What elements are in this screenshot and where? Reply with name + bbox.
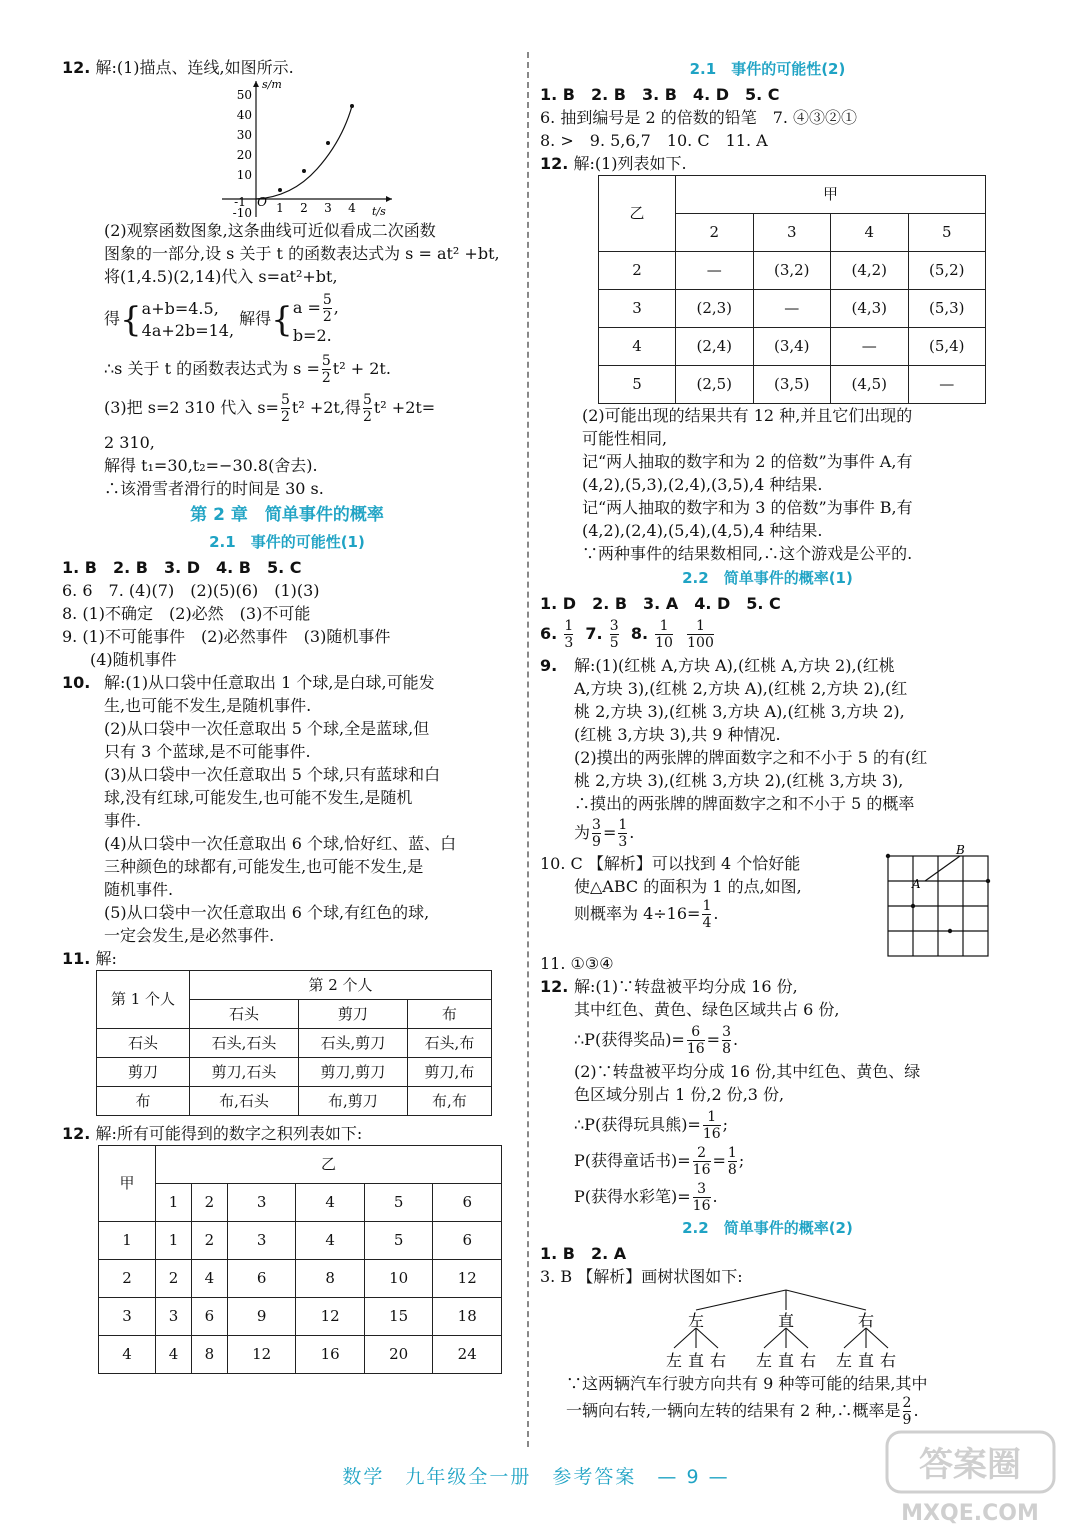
table-cell: (5,2) (908, 252, 986, 290)
table-cell: 石头,布 (407, 1029, 491, 1058)
table-row (99, 1260, 502, 1298)
table-cell: 9 (227, 1298, 296, 1336)
quadratic-graph (222, 79, 402, 219)
answer-text: (红桃 3,方块 3),共 9 种情况. (574, 725, 781, 744)
tree-leaf: 左 (755, 1351, 773, 1370)
equation-system: 得{a+b=4.5, 4a+2b=14, 解得{a = $\frac{5}{2}$ , b=2. (104, 292, 339, 345)
answer-text: 解:(1)列表如下. (573, 154, 687, 173)
answer-line: 6. $\frac{1}{3}$ 7. $\frac{3}{5}$ 8. $\frac{1}{10}$ $\frac{1}{100}$ (540, 618, 714, 651)
answer-text: 解: (95, 949, 117, 968)
segment-ab (925, 856, 960, 881)
table-cell: 石头,石头 (190, 1029, 299, 1058)
answer-line: 6. 6 7. (4)(7) (2)(5)(6) (1)(3) (62, 581, 320, 600)
point-a-label: A (912, 877, 921, 891)
row-header: 4 (99, 1336, 156, 1374)
question-number: 11. (62, 949, 91, 968)
row-header: 4 (599, 328, 676, 366)
row-header: 3 (99, 1298, 156, 1336)
table-row (99, 1336, 502, 1374)
table-cell: (4,5) (831, 366, 909, 404)
row-header: 石头 (97, 1029, 190, 1058)
answer-text: 可能性相同, (582, 429, 668, 448)
answer-text: 桃 2,方块 3),(红桃 3,方块 2),(红桃 3,方块 3), (574, 771, 904, 790)
table-cell: 12 (227, 1336, 296, 1374)
section-title: 2.2 简单事件的概率(1) (682, 569, 853, 587)
table-cell: — (831, 328, 909, 366)
answer-text: (2)从口袋中一次任意取出 5 个球,全是蓝球,但 (104, 719, 430, 738)
answer-line: 8. > 9. 5,6,7 10. C 11. A (540, 131, 768, 150)
left-column (62, 56, 512, 1374)
section-title: 2.1 事件的可能性(2) (689, 60, 846, 78)
table-header: 第 2 个人 (190, 971, 492, 1000)
q10-body (62, 671, 512, 947)
right-column (540, 56, 995, 1428)
table-cell: (4,2) (831, 252, 909, 290)
table-cell: 剪刀,布 (407, 1058, 491, 1087)
tree-leaf: 左 (666, 1351, 683, 1370)
svg-text:MXQE.COM: MXQE.COM (901, 1501, 1039, 1526)
answer-text: 三种颜色的球都有,可能发生,也可能不发生,是 (104, 857, 424, 876)
row-header: 剪刀 (97, 1058, 190, 1087)
answer-text: (2)观察函数图象,这条曲线可近似看成二次函数 (104, 221, 436, 240)
answer-line: 11. ①③④ (540, 954, 614, 973)
row-header: 3 (599, 290, 676, 328)
table-cell: 布,石头 (190, 1087, 299, 1116)
column-header: 3 (753, 214, 831, 252)
q10-block (62, 671, 512, 947)
section-title: 2.1 事件的可能性(1) (209, 533, 365, 551)
data-point (326, 141, 330, 145)
answer-text: 解:所有可能得到的数字之积列表如下: (95, 1124, 363, 1143)
table-cell: (3,4) (753, 328, 831, 366)
point-b-label: B (956, 844, 965, 857)
table-row (97, 1029, 492, 1058)
pairs-table (598, 175, 986, 404)
x-axis-label: t/s (372, 205, 386, 218)
answer-text: 随机事件. (104, 880, 174, 899)
table-cell: (3,2) (753, 252, 831, 290)
table-cell: (5,3) (908, 290, 986, 328)
row-header: 1 (99, 1222, 156, 1260)
table-cell: 4 (191, 1260, 227, 1298)
table-cell: 4 (296, 1222, 365, 1260)
table-header: 甲 (676, 176, 986, 214)
table-row (599, 366, 986, 404)
q10-right-block (540, 844, 995, 952)
table-cell: (2,4) (676, 328, 754, 366)
answer-text: (2)摸出的两张牌的牌面数字之和不小于 5 的有(红 (574, 748, 928, 767)
table-cell: (2,3) (676, 290, 754, 328)
table-row (97, 1058, 492, 1087)
data-point (278, 188, 282, 192)
question-number: 12. (62, 1124, 91, 1143)
table-cell: 2 (156, 1260, 192, 1298)
table-row (99, 1298, 502, 1336)
row-header: 2 (99, 1260, 156, 1298)
table-cell: 3 (156, 1298, 192, 1336)
answer-text: 球,没有红球,可能发生,也可能不发生,是随机 (104, 788, 413, 807)
answer-text: 为 $\frac{3}{9}$ = $\frac{1}{3}$ . (574, 817, 635, 850)
answer-text: 记“两人抽取的数字和为 2 的倍数”为事件 A,有 (582, 452, 913, 471)
x-tick-label: 3 (324, 201, 332, 215)
svg-text:答案圈: 答案圈 (919, 1445, 1021, 1485)
table-cell: 4 (156, 1336, 192, 1374)
answer-line: 1. B 2. B 3. B 4. D 5. C (540, 85, 780, 104)
grid-figure (882, 844, 994, 962)
table-row (99, 1222, 502, 1260)
y-tick-label: -10 (232, 206, 252, 219)
table-cell: 8 (191, 1336, 227, 1374)
table-cell: 24 (433, 1336, 502, 1374)
table-cell: — (908, 366, 986, 404)
answer-line: 9. (1)不可能事件 (2)必然事件 (3)随机事件 (62, 627, 391, 646)
row-header: 5 (599, 366, 676, 404)
answer-text: (4,2),(2,4),(5,4),(4,5),4 种结果. (582, 521, 823, 540)
table-cell: 1 (156, 1222, 192, 1260)
page-footer: 数学 九年级全一册 参考答案 — 9 — (342, 1466, 730, 1488)
column-header: 2 (676, 214, 754, 252)
answer-text: 使△ABC 的面积为 1 的点,如图, (574, 877, 802, 896)
table-row (599, 328, 986, 366)
tree-leaf: 右 (799, 1351, 817, 1370)
column-header: 1 (156, 1184, 192, 1222)
table-header: 第 1 个人 (97, 971, 190, 1029)
table-cell: (5,4) (908, 328, 986, 366)
table-cell: 布,布 (407, 1087, 491, 1116)
tree-leaf: 左 (835, 1351, 853, 1370)
table-cell: 石头,剪刀 (298, 1029, 407, 1058)
tree-node: 左 (687, 1311, 705, 1330)
table-cell: 3 (227, 1222, 296, 1260)
answer-text: 解:(1)从口袋中任意取出 1 个球,是白球,可能发 (104, 673, 435, 692)
table-row (599, 252, 986, 290)
question-number: 12. (62, 58, 91, 77)
section-title: 2.2 简单事件的概率(2) (682, 1219, 853, 1237)
tree-node: 右 (857, 1311, 875, 1330)
x-tick-label: 2 (300, 201, 308, 215)
table-cell: 10 (364, 1260, 433, 1298)
column-header: 3 (227, 1184, 296, 1222)
question-number: 12. (540, 154, 569, 173)
table-cell: 6 (433, 1222, 502, 1260)
data-point (302, 169, 306, 173)
answer-text: 图象的一部分,设 s 关于 t 的函数表达式为 s = at² +bt, (104, 244, 500, 263)
table-row (599, 290, 986, 328)
column-header: 5 (908, 214, 986, 252)
answer-text: 解:(1)描点、连线,如图所示. (95, 58, 294, 77)
table-cell: — (676, 252, 754, 290)
table-cell: 5 (364, 1222, 433, 1260)
column-header: 2 (191, 1184, 227, 1222)
column-header: 5 (364, 1184, 433, 1222)
answer-text: ∴摸出的两张牌的牌面数字之和不小于 5 的概率 (574, 794, 915, 813)
q12a-body (62, 219, 512, 500)
origin-label: O (257, 195, 267, 209)
table-cell: 20 (364, 1336, 433, 1374)
table-cell: 18 (433, 1298, 502, 1336)
answer-text: (3)从口袋中一次任意取出 5 个球,只有蓝球和白 (104, 765, 441, 784)
table-cell: 12 (433, 1260, 502, 1298)
column-header: 布 (407, 1000, 491, 1029)
data-point (350, 104, 354, 108)
table-cell: 2 (191, 1222, 227, 1260)
answer-text: (5)从口袋中一次任意取出 6 个球,有红色的球, (104, 903, 430, 922)
answer-line: 1. B 2. A (540, 1244, 627, 1263)
table-header: 乙 (156, 1146, 502, 1184)
tree-leaf: 右 (709, 1351, 727, 1370)
table-cell: (4,3) (831, 290, 909, 328)
table-cell: 16 (296, 1336, 365, 1374)
table-row (97, 1087, 492, 1116)
answer-text: (4,2),(5,3),(2,4),(3,5),4 种结果. (582, 475, 823, 494)
column-header: 4 (296, 1184, 365, 1222)
answer-line: 6. 抽到编号是 2 的倍数的铅笔 7. ④③②① (540, 108, 858, 127)
table-header: 甲 (99, 1146, 156, 1222)
rock-paper-scissors-table (96, 970, 492, 1116)
column-divider (527, 52, 529, 1447)
table-cell: 12 (296, 1298, 365, 1336)
tree-diagram (666, 1288, 906, 1372)
table-cell: 8 (296, 1260, 365, 1298)
tree-leaf: 右 (879, 1351, 897, 1370)
answer-line: 3. B 【解析】画树状图如下: (540, 1267, 743, 1286)
y-tick-label: 30 (236, 128, 252, 142)
question-number: 12. (540, 977, 569, 996)
answer-text: 生,也可能不发生,是随机事件. (104, 696, 312, 715)
tree-leaf: 直 (857, 1351, 875, 1370)
answer-line: 1. B 2. B 3. D 4. B 5. C (62, 558, 302, 577)
answer-text: 则概率为 4÷16= $\frac{1}{4}$ . (574, 898, 719, 931)
answer-text: 解:(1)(红桃 A,方块 A),(红桃 A,方块 2),(红桃 (574, 656, 895, 675)
answer-text: 桃 2,方块 3),(红桃 3,方块 A),(红桃 3,方块 2), (574, 702, 905, 721)
answer-text: (4)从口袋中一次任意取出 6 个球,恰好红、蓝、白 (104, 834, 457, 853)
table-cell: 6 (191, 1298, 227, 1336)
table-header: 乙 (599, 176, 676, 252)
c12-body: 解:(1)∵转盘被平均分成 16 份, 其中红色、黄色、绿色区域共占 6 份, ∴P(获得奖品)= $\frac{6}{16}$ = $\frac{3}{8}$ . (2)∵转盘被平均分成 16 份,其中红色、黄色、绿 色区域分别占 1 份,2 份,3 份, ∴P(获得玩具熊)= $\frac{1}{16}$ ; P(获得童话书)= $\frac{2}{16}$ = $\frac{1}{8}$ ; P(获得水彩笔)= $\frac{3}{16}$ . (574, 977, 921, 1214)
answer-text: 解得 t₁=30,t₂=−30.8(舍去). (104, 456, 318, 475)
column-header: 石头 (190, 1000, 299, 1029)
b12-body (540, 404, 995, 565)
row-header: 2 (599, 252, 676, 290)
product-table (98, 1145, 502, 1374)
table-cell: (3,5) (753, 366, 831, 404)
answer-text: A,方块 3),(红桃 2,方块 A),(红桃 2,方块 2),(红 (574, 679, 908, 698)
column-header: 4 (831, 214, 909, 252)
tree-node: 直 (777, 1311, 795, 1330)
c12-block (540, 975, 995, 1214)
answer-line: 8. (1)不确定 (2)必然 (3)不可能 (62, 604, 311, 623)
answer-text: 2 310, (104, 433, 155, 452)
y-tick-label: 20 (236, 148, 252, 162)
table-cell: 剪刀,剪刀 (298, 1058, 407, 1087)
tree-leaf: 直 (687, 1351, 705, 1370)
answer-line: (4)随机事件 (90, 650, 177, 669)
answer-text: 一定会发生,是必然事件. (104, 926, 275, 945)
answer-text: ∴该滑雪者滑行的时间是 30 s. (104, 479, 324, 498)
c9-block (540, 654, 995, 850)
row-header: 布 (97, 1087, 190, 1116)
answer-text: 只有 3 个蓝球,是不可能事件. (104, 742, 311, 761)
answer-text: ∵这两辆汽车行驶方向共有 9 种等可能的结果,其中 (566, 1374, 928, 1393)
table-cell: 6 (227, 1260, 296, 1298)
tree-leaf: 直 (777, 1351, 795, 1370)
y-tick-label: 10 (236, 168, 252, 182)
table-cell: — (753, 290, 831, 328)
y-axis-label: s/m (262, 79, 282, 91)
answer-text: (2)可能出现的结果共有 12 种,并且它们出现的 (582, 406, 913, 425)
y-tick-label: 40 (236, 108, 252, 122)
watermark-logo (883, 1428, 1058, 1528)
column-header: 剪刀 (298, 1000, 407, 1029)
table-cell: (2,5) (676, 366, 754, 404)
chapter-title: 第 2 章 简单事件的概率 (190, 505, 384, 525)
answer-text: ∴s 关于 t 的函数表达式为 s = $\frac{5}{2}$ t² + 2t. (104, 353, 391, 386)
column-header: 6 (433, 1184, 502, 1222)
question-number: 10. (62, 673, 91, 692)
x-tick-label: 4 (348, 201, 356, 215)
table-cell: 剪刀,石头 (190, 1058, 299, 1087)
x-tick-label: 1 (276, 201, 284, 215)
question-number: 9. (540, 656, 558, 675)
answer-text: (3)把 s=2 310 代入 s= $\frac{5}{2}$ t² +2t,得 $\frac{5}{2}$ t² +2t= (104, 392, 436, 425)
answer-text: ∵两种事件的结果数相同,∴这个游戏是公平的. (582, 544, 913, 563)
parabola-curve (256, 106, 352, 199)
answer-text: 记“两人抽取的数字和为 3 的倍数”为事件 B,有 (582, 498, 913, 517)
answer-text: 一辆向右转,一辆向左转的结果有 2 种,∴概率是 $\frac{2}{9}$ . (566, 1395, 919, 1428)
y-tick-label: 50 (236, 88, 252, 102)
answer-line: 1. D 2. B 3. A 4. D 5. C (540, 594, 781, 613)
x-tick-label: -1 (234, 195, 246, 209)
table-cell: 布,剪刀 (298, 1087, 407, 1116)
answer-text: 将(1,4.5)(2,14)代入 s=at²+bt, (104, 267, 338, 286)
answer-text: 10. C 【解析】可以找到 4 个恰好能 (540, 854, 801, 873)
table-cell: 15 (364, 1298, 433, 1336)
answer-text: 事件. (104, 811, 142, 830)
c9-body (540, 654, 995, 815)
